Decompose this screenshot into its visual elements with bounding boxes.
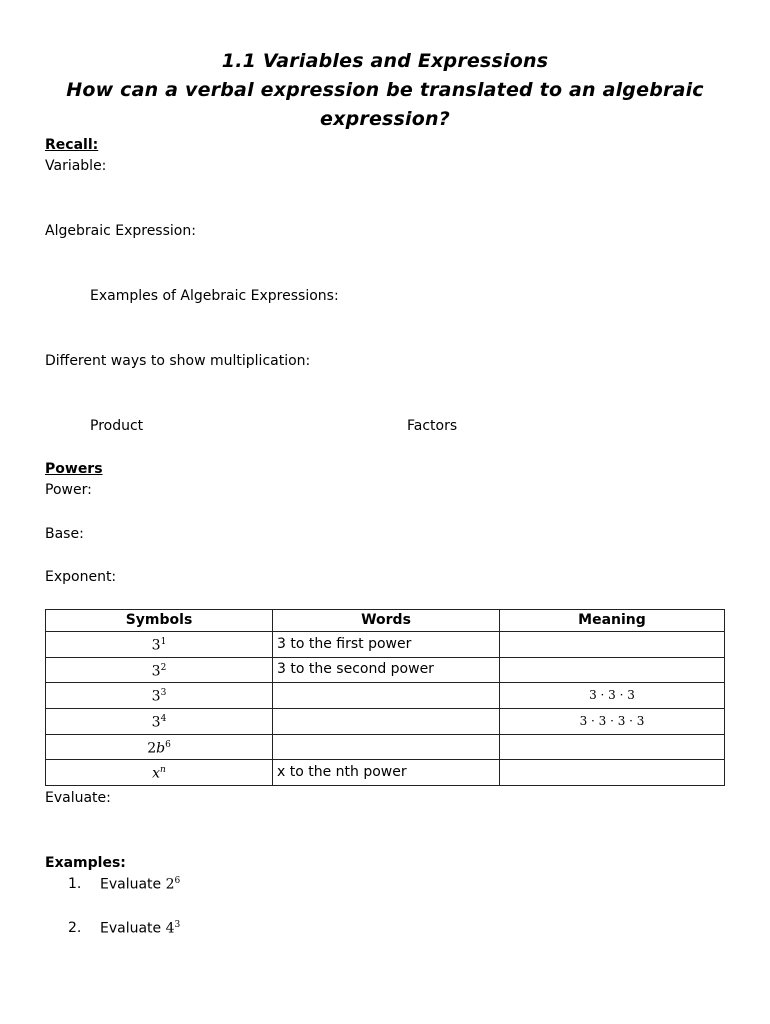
words-cell: 3 to the first power [273, 632, 500, 658]
example-2: Evaluate $4^3$ [100, 920, 181, 937]
words-cell: 3 to the second power [273, 657, 500, 683]
factors-label: Factors [407, 418, 458, 434]
words-cell [273, 683, 500, 709]
powers-table [45, 609, 725, 786]
words-cell: x to the nth power [273, 760, 500, 786]
powers-heading: Powers [45, 461, 103, 477]
examples-expressions-label: Examples of Algebraic Expressions: [90, 288, 339, 304]
table-row [46, 708, 725, 734]
essential-question-line1: How can a verbal expression be translated to an algebraic [66, 79, 704, 101]
table-row [46, 657, 725, 683]
meaning-cell [500, 760, 725, 786]
symbol-cell: $3^1$ [46, 632, 273, 658]
examples-heading: Examples: [45, 855, 126, 871]
table-row [46, 683, 725, 709]
meaning-cell [500, 657, 725, 683]
header-words: Words [273, 610, 500, 632]
example-1-number: 1. [68, 876, 82, 892]
product-label: Product [90, 418, 144, 434]
algebraic-expression-label: Algebraic Expression: [45, 223, 196, 239]
meaning-cell: 3 · 3 · 3 [500, 683, 725, 709]
table-header-row [46, 610, 725, 632]
power-label: Power: [45, 482, 92, 498]
words-cell [273, 708, 500, 734]
symbol-cell: $3^3$ [46, 683, 273, 709]
example-1: Evaluate $2^6$ [100, 876, 181, 893]
symbol-cell: $3^2$ [46, 657, 273, 683]
symbol-cell: 2𝑏$^6$ [46, 734, 273, 760]
essential-question-line2: expression? [320, 108, 450, 130]
header-symbols: Symbols [46, 610, 273, 632]
base-label: Base: [45, 526, 84, 542]
table-row [46, 760, 725, 786]
table-row [46, 632, 725, 658]
symbol-cell: $3^4$ [46, 708, 273, 734]
meaning-cell [500, 734, 725, 760]
header-meaning: Meaning [500, 610, 725, 632]
table-row [46, 734, 725, 760]
example-2-number: 2. [68, 920, 82, 936]
evaluate-label: Evaluate: [45, 790, 111, 806]
page-title: 1.1 Variables and Expressions [221, 50, 549, 72]
meaning-cell: 3 · 3 · 3 · 3 [500, 708, 725, 734]
symbol-cell: 𝑥$^𝑛$ [46, 760, 273, 786]
meaning-cell [500, 632, 725, 658]
words-cell [273, 734, 500, 760]
exponent-label: Exponent: [45, 569, 117, 585]
variable-label: Variable: [45, 158, 107, 174]
multiplication-label: Different ways to show multiplication: [45, 353, 311, 369]
recall-heading: Recall: [45, 137, 99, 153]
